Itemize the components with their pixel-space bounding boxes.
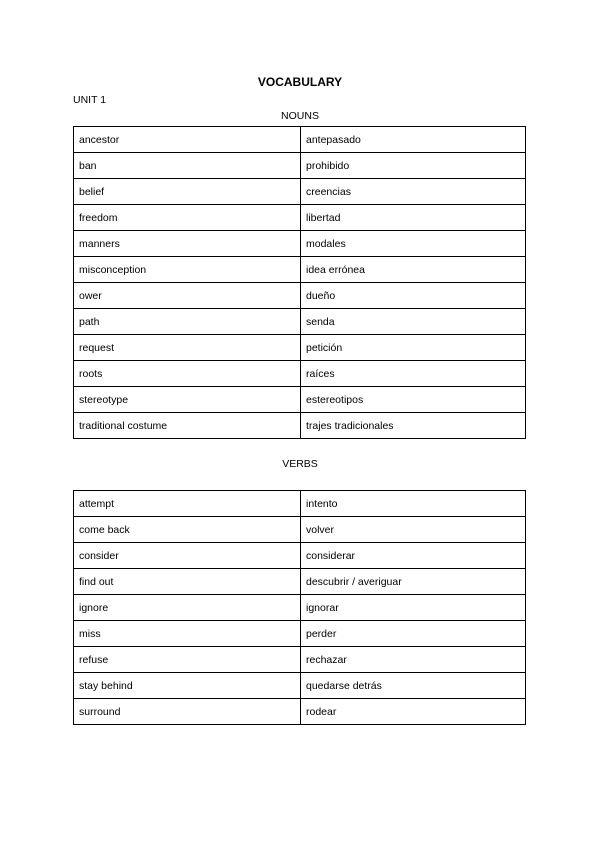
table-row (74, 673, 526, 699)
english-term: refuse (74, 647, 301, 673)
table-row (74, 231, 526, 257)
spanish-translation: perder (301, 621, 526, 647)
verbs-heading: VERBS (282, 458, 318, 470)
spanish-translation: considerar (301, 543, 526, 569)
spanish-translation: intento (301, 491, 526, 517)
english-term: ower (74, 283, 301, 309)
spanish-translation: creencias (301, 179, 526, 205)
table-row (74, 699, 526, 725)
table-row (74, 127, 526, 153)
spanish-translation: descubrir / averiguar (301, 569, 526, 595)
unit-label: UNIT 1 (73, 94, 107, 106)
table-row (74, 205, 526, 231)
english-term: surround (74, 699, 301, 725)
table-row (74, 595, 526, 621)
english-term: freedom (74, 205, 301, 231)
spanish-translation: rechazar (301, 647, 526, 673)
english-term: ban (74, 153, 301, 179)
table-row (74, 335, 526, 361)
english-term: roots (74, 361, 301, 387)
english-term: ignore (74, 595, 301, 621)
table-row (74, 309, 526, 335)
english-term: ancestor (74, 127, 301, 153)
english-term: path (74, 309, 301, 335)
english-term: belief (74, 179, 301, 205)
spanish-translation: ignorar (301, 595, 526, 621)
english-term: miss (74, 621, 301, 647)
english-term: misconception (74, 257, 301, 283)
table-row (74, 517, 526, 543)
table-row (74, 543, 526, 569)
table-row (74, 621, 526, 647)
english-term: manners (74, 231, 301, 257)
english-term: request (74, 335, 301, 361)
table-row (74, 569, 526, 595)
english-term: find out (74, 569, 301, 595)
table-row (74, 387, 526, 413)
spanish-translation: senda (301, 309, 526, 335)
english-term: attempt (74, 491, 301, 517)
spanish-translation: antepasado (301, 127, 526, 153)
spanish-translation: raíces (301, 361, 526, 387)
verbs-table (73, 490, 526, 725)
spanish-translation: trajes tradicionales (301, 413, 526, 439)
table-row (74, 413, 526, 439)
table-row (74, 153, 526, 179)
table-row (74, 491, 526, 517)
nouns-table (73, 126, 526, 439)
english-term: stay behind (74, 673, 301, 699)
english-term: consider (74, 543, 301, 569)
page-title: VOCABULARY (257, 75, 343, 89)
table-row (74, 179, 526, 205)
table-row (74, 257, 526, 283)
spanish-translation: prohibido (301, 153, 526, 179)
spanish-translation: idea errónea (301, 257, 526, 283)
table-row (74, 647, 526, 673)
table-row (74, 361, 526, 387)
spanish-translation: libertad (301, 205, 526, 231)
spanish-translation: modales (301, 231, 526, 257)
spanish-translation: estereotipos (301, 387, 526, 413)
spanish-translation: volver (301, 517, 526, 543)
spanish-translation: rodear (301, 699, 526, 725)
table-row (74, 283, 526, 309)
english-term: stereotype (74, 387, 301, 413)
english-term: traditional costume (74, 413, 301, 439)
spanish-translation: quedarse detrás (301, 673, 526, 699)
nouns-heading: NOUNS (281, 110, 319, 122)
english-term: come back (74, 517, 301, 543)
spanish-translation: dueño (301, 283, 526, 309)
spanish-translation: petición (301, 335, 526, 361)
